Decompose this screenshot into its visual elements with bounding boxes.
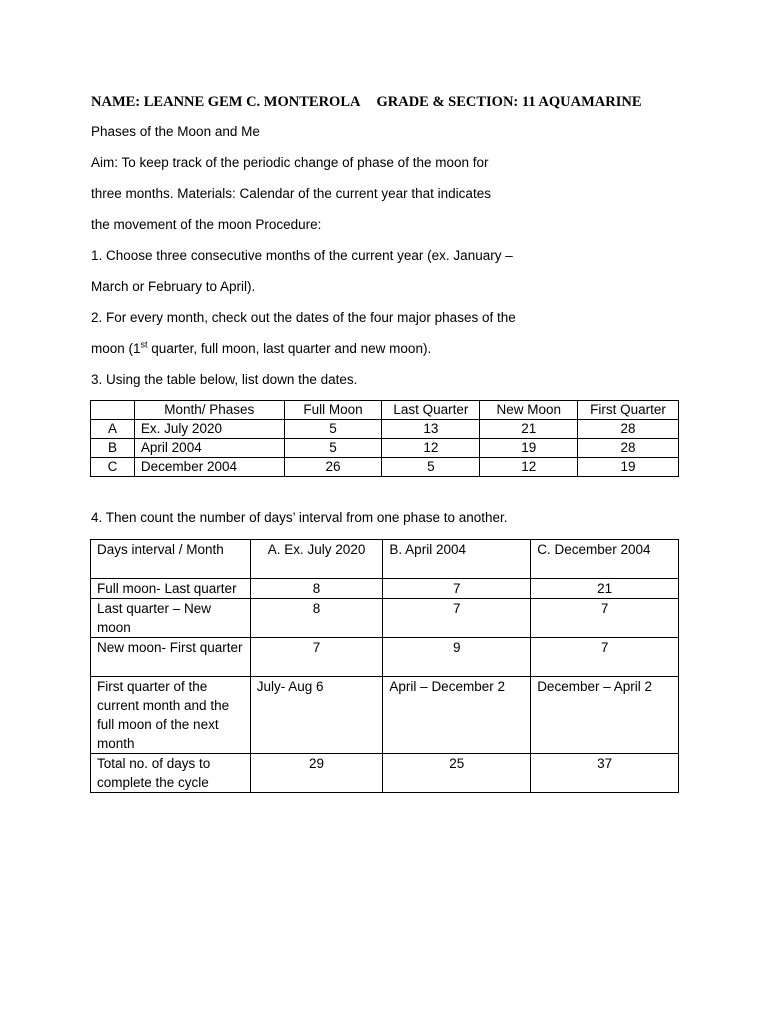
table-row xyxy=(91,638,679,677)
table-cell: Last quarter – New moon xyxy=(91,599,251,638)
aim-line-3: the movement of the moon Procedure: xyxy=(91,217,322,232)
table-cell: 25 xyxy=(383,754,531,793)
step-2-text-a: moon (1 xyxy=(91,341,141,356)
table-cell: 13 xyxy=(382,420,480,439)
table-row xyxy=(91,420,679,439)
table-cell: 29 xyxy=(250,754,383,793)
table-header-cell: Month/ Phases xyxy=(134,401,284,420)
table-cell: 12 xyxy=(480,458,578,477)
table-cell: 26 xyxy=(284,458,382,477)
table-row xyxy=(91,458,679,477)
table-cell: 7 xyxy=(531,638,679,677)
table-cell: July- Aug 6 xyxy=(250,677,383,754)
table-row xyxy=(91,677,679,754)
table-cell: 9 xyxy=(383,638,531,677)
aim-line-2: three months. Materials: Calendar of the current year that indicates xyxy=(91,186,491,201)
days-interval-table xyxy=(90,539,679,793)
table-cell: First quarter of the current month and the full moon of the next month xyxy=(91,677,251,754)
table-cell: 5 xyxy=(284,420,382,439)
table-header-cell: A. Ex. July 2020 xyxy=(250,540,383,579)
table-cell: 19 xyxy=(480,439,578,458)
table-cell: Full moon- Last quarter xyxy=(91,579,251,599)
step-2-line-2 xyxy=(91,341,431,357)
step-1-line-2: March or February to April). xyxy=(91,279,256,294)
step-1-line-1: 1. Choose three consecutive months of the current year (ex. January – xyxy=(91,248,513,263)
table-cell: 7 xyxy=(531,599,679,638)
activity-title: Phases of the Moon and Me xyxy=(91,124,260,139)
table-row xyxy=(91,579,679,599)
table-header-cell: Days interval / Month xyxy=(91,540,251,579)
table-cell: 28 xyxy=(578,420,679,439)
table-cell: 19 xyxy=(578,458,679,477)
table-cell: 12 xyxy=(382,439,480,458)
step-4: 4. Then count the number of days’ interval from one phase to another. xyxy=(91,510,508,525)
table-row xyxy=(91,754,679,793)
table-cell: Total no. of days to complete the cycle xyxy=(91,754,251,793)
table-cell: Ex. July 2020 xyxy=(134,420,284,439)
table-cell: 5 xyxy=(382,458,480,477)
table-cell: 37 xyxy=(531,754,679,793)
table-cell: 5 xyxy=(284,439,382,458)
student-header xyxy=(91,94,642,111)
table-cell: 7 xyxy=(250,638,383,677)
table-header-cell: Full Moon xyxy=(284,401,382,420)
aim-line-1: Aim: To keep track of the periodic change of phase of the moon for xyxy=(91,155,489,170)
table-cell: December 2004 xyxy=(134,458,284,477)
superscript-st: st xyxy=(140,339,148,350)
table-cell: 7 xyxy=(383,599,531,638)
table-header-cell xyxy=(91,401,135,420)
table-cell: 8 xyxy=(250,599,383,638)
student-name: NAME: LEANNE GEM C. MONTEROLA xyxy=(91,94,361,110)
table-header-row xyxy=(91,540,679,579)
table-cell: December – April 2 xyxy=(531,677,679,754)
table-cell: A xyxy=(91,420,135,439)
table-row xyxy=(91,439,679,458)
table-header-cell: C. December 2004 xyxy=(531,540,679,579)
table-cell: 21 xyxy=(531,579,679,599)
table-cell: C xyxy=(91,458,135,477)
moon-phase-dates-table xyxy=(90,400,679,477)
table-cell: New moon- First quarter xyxy=(91,638,251,677)
table-header-cell: Last Quarter xyxy=(382,401,480,420)
table-cell: 7 xyxy=(383,579,531,599)
table-header-cell: B. April 2004 xyxy=(383,540,531,579)
table-cell: B xyxy=(91,439,135,458)
table-cell: 21 xyxy=(480,420,578,439)
table-header-cell: First Quarter xyxy=(578,401,679,420)
table-cell: April 2004 xyxy=(134,439,284,458)
table-cell: 8 xyxy=(250,579,383,599)
grade-section: GRADE & SECTION: 11 AQUAMARINE xyxy=(376,94,642,110)
table-row xyxy=(91,599,679,638)
step-3: 3. Using the table below, list down the dates. xyxy=(91,372,358,387)
table-header-cell: New Moon xyxy=(480,401,578,420)
table-cell: April – December 2 xyxy=(383,677,531,754)
table-header-row xyxy=(91,401,679,420)
step-2-text-b: quarter, full moon, last quarter and new moon). xyxy=(147,341,432,356)
step-2-line-1: 2. For every month, check out the dates of the four major phases of the xyxy=(91,310,516,325)
table-cell: 28 xyxy=(578,439,679,458)
